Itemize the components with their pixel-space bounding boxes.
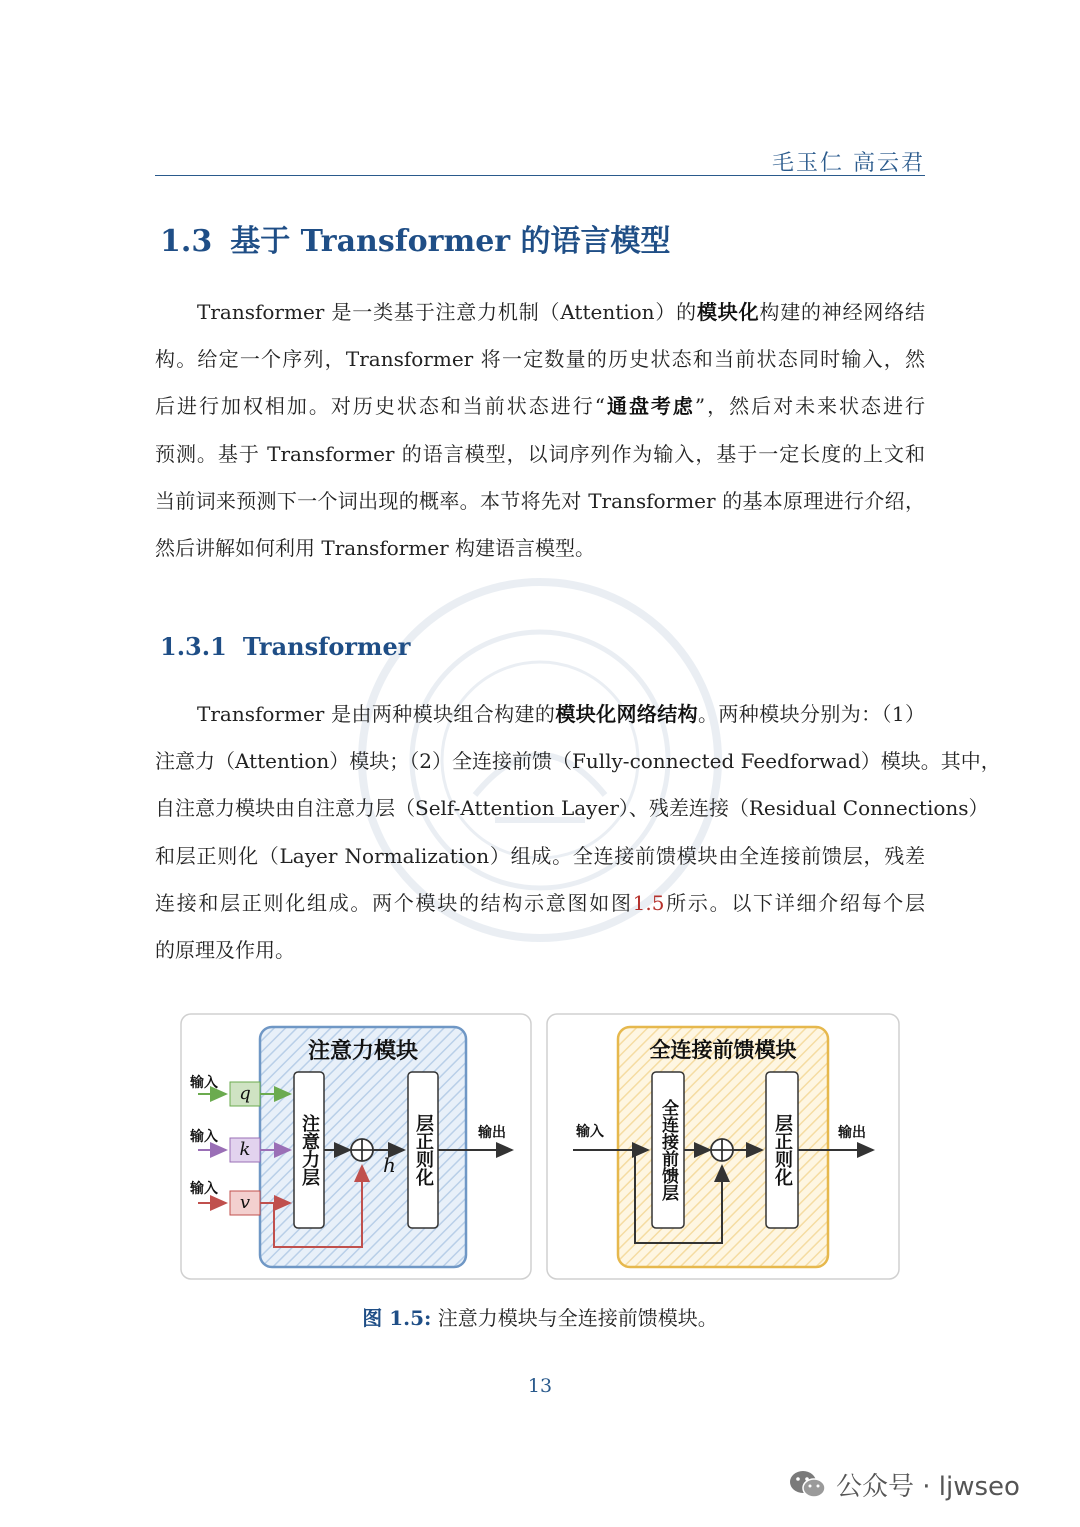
caption-text: 注意力模块与全连接前馈模块。 <box>437 1306 718 1330</box>
k-symbol: k <box>239 1139 251 1160</box>
v-symbol: v <box>239 1192 251 1213</box>
input-label-q: 输入 <box>190 1075 218 1091</box>
ffn-module-title: 全连接前馈模块 <box>649 1038 797 1062</box>
header-rule <box>155 175 925 176</box>
attention-module-panel <box>181 1014 531 1279</box>
intro-line-1 <box>155 289 925 336</box>
text: 后进行加权相加。对历史状态和当前状态进行“ <box>155 394 605 419</box>
text: Transformer 是一类基于注意力机制（Attention）的 <box>197 300 697 324</box>
text: 构建的神经网络结 <box>759 300 926 324</box>
intro-line-5: 当前词来预测下一个词出现的概率。本节将先对 Transformer 的基本原理进行介绍， <box>155 488 925 513</box>
body-line-3: 自注意力模块由自注意力层（Self-Attention Layer）、残差连接（Residual Connections） <box>155 796 989 821</box>
page-number: 13 <box>527 1375 553 1397</box>
left-norm-layer-label: 层正则化 <box>413 1114 434 1186</box>
subsection-title-text: Transformer <box>242 632 411 661</box>
right-norm-layer-label: 层正则化 <box>772 1114 793 1186</box>
body-line-5 <box>155 880 925 927</box>
ffn-layer-label: 全连接前馈层 <box>658 1099 678 1201</box>
intro-line-6: 然后讲解如何利用 Transformer 构建语言模型。 <box>155 536 596 561</box>
figure-reference-link[interactable]: 1.5 <box>632 890 665 915</box>
attention-layer-label: 注意力层 <box>299 1114 320 1186</box>
right-output-label: 输出 <box>838 1125 866 1141</box>
right-input-label: 输入 <box>576 1124 604 1140</box>
header-authors: 毛玉仁 高云君 <box>772 151 925 176</box>
text: ”，然后对未来状态进行 <box>694 394 925 419</box>
text: 所示。以下详细介绍每个层 <box>664 890 926 915</box>
text: Transformer 是由两种模块组合构建的 <box>197 702 556 726</box>
figure-caption <box>0 1302 1080 1331</box>
wechat-icon <box>788 1468 828 1502</box>
caption-label: 图 1.5: <box>362 1306 432 1330</box>
figure-1-5 <box>178 1010 902 1285</box>
emphasis: 模块化 <box>696 300 760 324</box>
text: 。两种模块分别为：（1） <box>698 702 925 726</box>
q-symbol: q <box>239 1083 251 1104</box>
subsection-title <box>160 632 410 661</box>
subsection-number: 1.3.1 <box>160 632 227 661</box>
body-line-1 <box>155 691 925 738</box>
left-output-label: 输出 <box>478 1125 506 1141</box>
wechat-footer[interactable] <box>788 1466 1020 1503</box>
intro-line-2: 构。给定一个序列，Transformer 将一定数量的历史状态和当前状态同时输入，然 <box>155 347 925 372</box>
ffn-module-panel <box>547 1014 899 1279</box>
section-title-text: 基于 Transformer 的语言模型 <box>230 224 671 259</box>
body-paragraph <box>155 691 1001 974</box>
wechat-account-text: 公众号 · ljwseo <box>836 1472 1020 1502</box>
section-number: 1.3 <box>160 224 213 259</box>
intro-line-4: 预测。基于 Transformer 的语言模型，以词序列作为输入，基于一定长度的上文和 <box>155 441 925 466</box>
emphasis: 通盘考虑 <box>604 394 695 419</box>
body-line-4: 和层正则化（Layer Normalization）组成。全连接前馈模块由全连接前馈层，残差 <box>155 843 925 868</box>
text: 连接和层正则化组成。两个模块的结构示意图如图 <box>155 890 633 915</box>
attention-module-title: 注意力模块 <box>307 1039 419 1064</box>
body-line-6: 的原理及作用。 <box>155 938 295 963</box>
input-label-v: 输入 <box>190 1181 218 1197</box>
emphasis: 模块化网络结构 <box>555 702 699 726</box>
intro-paragraph <box>155 289 925 572</box>
h-symbol: h <box>383 1153 396 1177</box>
body-line-2: 注意力（Attention）模块；（2）全连接前馈（Fully-connected Feedforwad）模块。其中， <box>155 749 1001 774</box>
section-title <box>160 216 671 260</box>
intro-line-3 <box>155 383 925 430</box>
input-label-k: 输入 <box>190 1129 218 1145</box>
